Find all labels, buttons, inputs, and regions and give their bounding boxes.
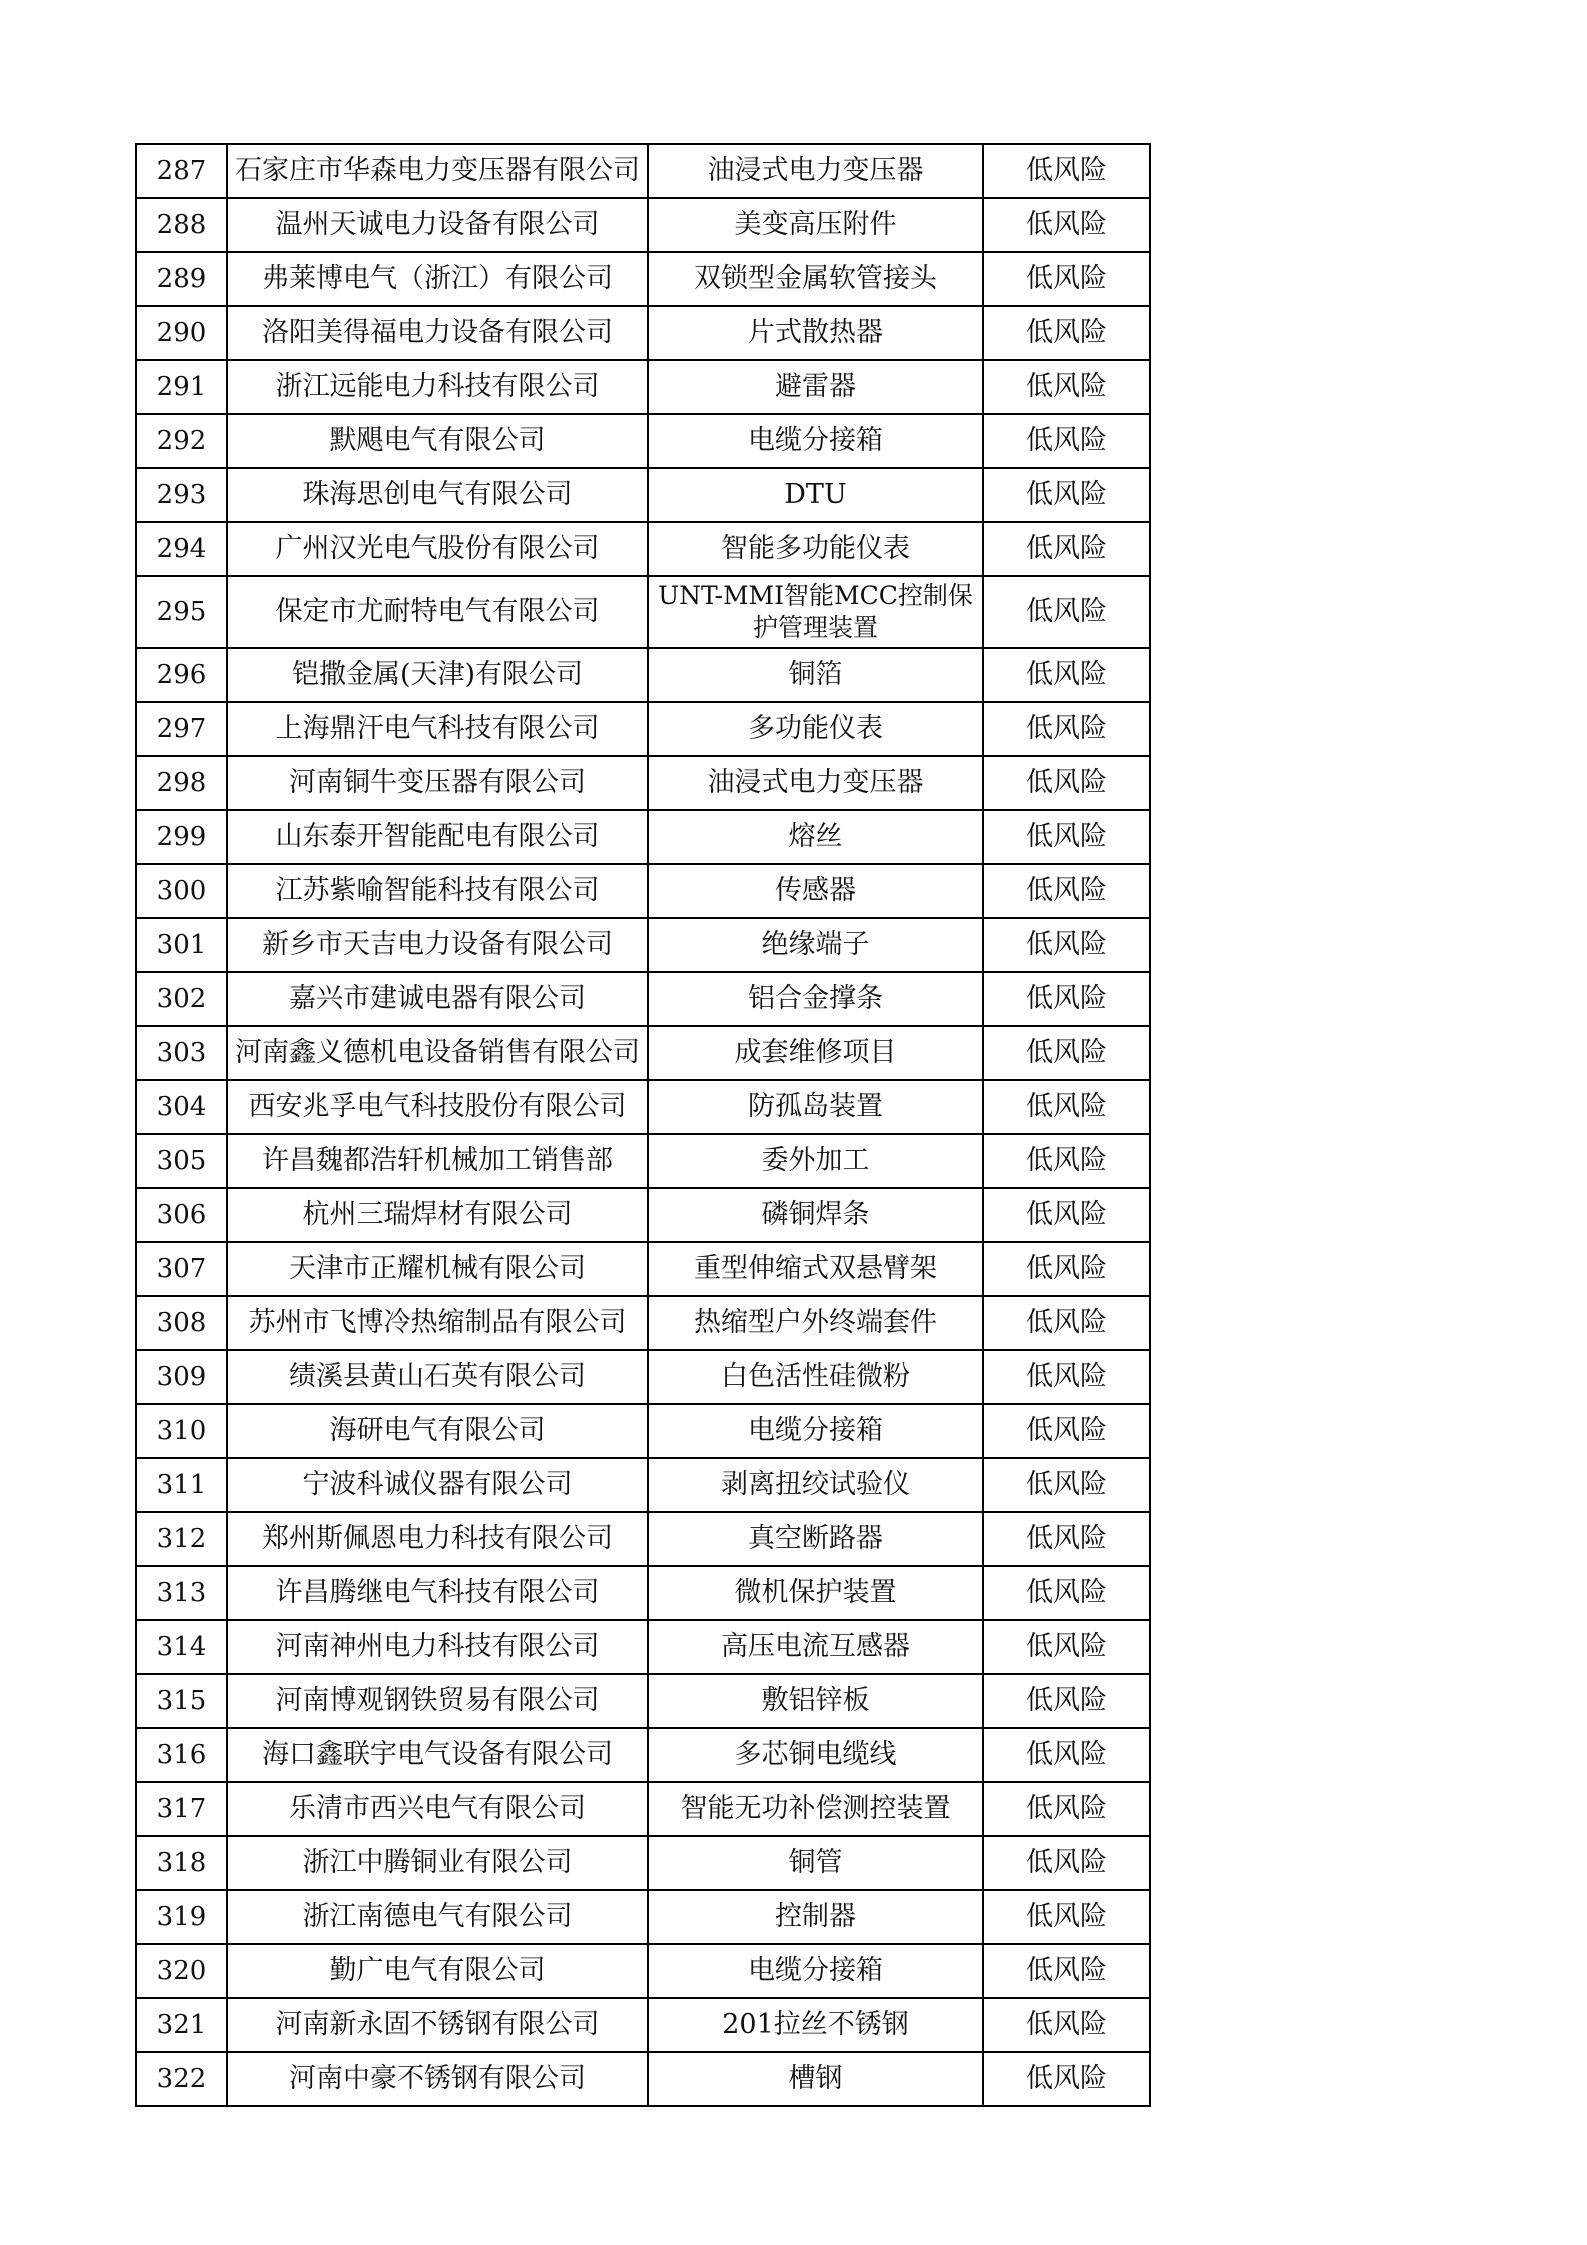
risk-level-cell: 低风险 [983, 1026, 1150, 1080]
row-number-cell: 299 [136, 810, 227, 864]
table-row [136, 198, 1150, 252]
company-name-cell: 浙江南德电气有限公司 [227, 1890, 648, 1944]
row-number-cell: 297 [136, 702, 227, 756]
risk-level-cell: 低风险 [983, 522, 1150, 576]
row-number-cell: 287 [136, 144, 227, 198]
product-name-cell: DTU [648, 468, 983, 522]
risk-level-cell: 低风险 [983, 1674, 1150, 1728]
company-name-cell: 郑州斯佩恩电力科技有限公司 [227, 1512, 648, 1566]
product-name-cell: 热缩型户外终端套件 [648, 1296, 983, 1350]
product-name-cell: 绝缘端子 [648, 918, 983, 972]
product-name-cell: 电缆分接箱 [648, 1404, 983, 1458]
company-name-cell: 海研电气有限公司 [227, 1404, 648, 1458]
risk-level-cell: 低风险 [983, 1782, 1150, 1836]
risk-level-cell: 低风险 [983, 1998, 1150, 2052]
table-row [136, 756, 1150, 810]
product-name-cell: 槽钢 [648, 2052, 983, 2106]
table-row [136, 1728, 1150, 1782]
table-row [136, 1188, 1150, 1242]
risk-level-cell: 低风险 [983, 1134, 1150, 1188]
row-number-cell: 310 [136, 1404, 227, 1458]
product-name-cell: 重型伸缩式双悬臂架 [648, 1242, 983, 1296]
risk-level-cell: 低风险 [983, 864, 1150, 918]
product-name-cell: 委外加工 [648, 1134, 983, 1188]
risk-level-cell: 低风险 [983, 1836, 1150, 1890]
risk-level-cell: 低风险 [983, 252, 1150, 306]
product-name-cell: 剥离扭绞试验仪 [648, 1458, 983, 1512]
product-name-cell: 美变高压附件 [648, 198, 983, 252]
row-number-cell: 288 [136, 198, 227, 252]
row-number-cell: 320 [136, 1944, 227, 1998]
table-row [136, 1296, 1150, 1350]
company-name-cell: 宁波科诚仪器有限公司 [227, 1458, 648, 1512]
row-number-cell: 305 [136, 1134, 227, 1188]
supplier-risk-table [135, 143, 1151, 2107]
row-number-cell: 302 [136, 972, 227, 1026]
company-name-cell: 西安兆孚电气科技股份有限公司 [227, 1080, 648, 1134]
product-name-cell: 电缆分接箱 [648, 414, 983, 468]
table-body [136, 144, 1150, 2106]
table-row [136, 1458, 1150, 1512]
company-name-cell: 默飓电气有限公司 [227, 414, 648, 468]
row-number-cell: 313 [136, 1566, 227, 1620]
product-name-cell: UNT-MMI智能MCC控制保护管理装置 [648, 576, 983, 648]
product-name-cell: 智能多功能仪表 [648, 522, 983, 576]
table-row [136, 1782, 1150, 1836]
row-number-cell: 296 [136, 648, 227, 702]
risk-level-cell: 低风险 [983, 414, 1150, 468]
table-row [136, 1026, 1150, 1080]
product-name-cell: 油浸式电力变压器 [648, 756, 983, 810]
table-row [136, 252, 1150, 306]
row-number-cell: 306 [136, 1188, 227, 1242]
risk-level-cell: 低风险 [983, 1566, 1150, 1620]
company-name-cell: 保定市尤耐特电气有限公司 [227, 576, 648, 648]
product-name-cell: 白色活性硅微粉 [648, 1350, 983, 1404]
row-number-cell: 290 [136, 306, 227, 360]
table-row [136, 1620, 1150, 1674]
company-name-cell: 石家庄市华森电力变压器有限公司 [227, 144, 648, 198]
table-row [136, 522, 1150, 576]
risk-level-cell: 低风险 [983, 1458, 1150, 1512]
product-name-cell: 电缆分接箱 [648, 1944, 983, 1998]
company-name-cell: 绩溪县黄山石英有限公司 [227, 1350, 648, 1404]
company-name-cell: 许昌腾继电气科技有限公司 [227, 1566, 648, 1620]
row-number-cell: 319 [136, 1890, 227, 1944]
table-row [136, 360, 1150, 414]
product-name-cell: 多芯铜电缆线 [648, 1728, 983, 1782]
company-name-cell: 河南神州电力科技有限公司 [227, 1620, 648, 1674]
row-number-cell: 322 [136, 2052, 227, 2106]
product-name-cell: 磷铜焊条 [648, 1188, 983, 1242]
risk-level-cell: 低风险 [983, 1728, 1150, 1782]
risk-level-cell: 低风险 [983, 576, 1150, 648]
row-number-cell: 309 [136, 1350, 227, 1404]
product-name-cell: 传感器 [648, 864, 983, 918]
risk-level-cell: 低风险 [983, 810, 1150, 864]
company-name-cell: 河南鑫义德机电设备销售有限公司 [227, 1026, 648, 1080]
company-name-cell: 珠海思创电气有限公司 [227, 468, 648, 522]
table-row [136, 864, 1150, 918]
company-name-cell: 嘉兴市建诚电器有限公司 [227, 972, 648, 1026]
row-number-cell: 308 [136, 1296, 227, 1350]
table-row [136, 2052, 1150, 2106]
product-name-cell: 防孤岛装置 [648, 1080, 983, 1134]
row-number-cell: 311 [136, 1458, 227, 1512]
row-number-cell: 298 [136, 756, 227, 810]
risk-level-cell: 低风险 [983, 468, 1150, 522]
row-number-cell: 316 [136, 1728, 227, 1782]
row-number-cell: 301 [136, 918, 227, 972]
table-row [136, 1836, 1150, 1890]
company-name-cell: 上海鼎汗电气科技有限公司 [227, 702, 648, 756]
product-name-cell: 高压电流互感器 [648, 1620, 983, 1674]
company-name-cell: 苏州市飞博冷热缩制品有限公司 [227, 1296, 648, 1350]
table-row [136, 972, 1150, 1026]
table-row [136, 648, 1150, 702]
product-name-cell: 铜管 [648, 1836, 983, 1890]
risk-level-cell: 低风险 [983, 2052, 1150, 2106]
table-row [136, 1944, 1150, 1998]
table-row [136, 1566, 1150, 1620]
risk-level-cell: 低风险 [983, 1296, 1150, 1350]
row-number-cell: 291 [136, 360, 227, 414]
product-name-cell: 控制器 [648, 1890, 983, 1944]
table-row [136, 1404, 1150, 1458]
table-row [136, 576, 1150, 648]
company-name-cell: 河南博观钢铁贸易有限公司 [227, 1674, 648, 1728]
risk-level-cell: 低风险 [983, 1080, 1150, 1134]
company-name-cell: 弗莱博电气（浙江）有限公司 [227, 252, 648, 306]
risk-level-cell: 低风险 [983, 360, 1150, 414]
product-name-cell: 双锁型金属软管接头 [648, 252, 983, 306]
company-name-cell: 广州汉光电气股份有限公司 [227, 522, 648, 576]
product-name-cell: 智能无功补偿测控装置 [648, 1782, 983, 1836]
risk-level-cell: 低风险 [983, 648, 1150, 702]
risk-level-cell: 低风险 [983, 1620, 1150, 1674]
product-name-cell: 201拉丝不锈钢 [648, 1998, 983, 2052]
product-name-cell: 敷铝锌板 [648, 1674, 983, 1728]
company-name-cell: 天津市正耀机械有限公司 [227, 1242, 648, 1296]
company-name-cell: 乐清市西兴电气有限公司 [227, 1782, 648, 1836]
risk-level-cell: 低风险 [983, 1404, 1150, 1458]
risk-level-cell: 低风险 [983, 198, 1150, 252]
row-number-cell: 318 [136, 1836, 227, 1890]
risk-level-cell: 低风险 [983, 306, 1150, 360]
table-row [136, 468, 1150, 522]
risk-level-cell: 低风险 [983, 756, 1150, 810]
row-number-cell: 294 [136, 522, 227, 576]
risk-level-cell: 低风险 [983, 1242, 1150, 1296]
table-row [136, 810, 1150, 864]
row-number-cell: 307 [136, 1242, 227, 1296]
row-number-cell: 292 [136, 414, 227, 468]
table-row [136, 1674, 1150, 1728]
row-number-cell: 314 [136, 1620, 227, 1674]
product-name-cell: 微机保护装置 [648, 1566, 983, 1620]
product-name-cell: 熔丝 [648, 810, 983, 864]
table-row [136, 702, 1150, 756]
row-number-cell: 321 [136, 1998, 227, 2052]
company-name-cell: 河南铜牛变压器有限公司 [227, 756, 648, 810]
row-number-cell: 312 [136, 1512, 227, 1566]
company-name-cell: 洛阳美得福电力设备有限公司 [227, 306, 648, 360]
table-row [136, 306, 1150, 360]
risk-level-cell: 低风险 [983, 702, 1150, 756]
row-number-cell: 289 [136, 252, 227, 306]
company-name-cell: 勤广电气有限公司 [227, 1944, 648, 1998]
company-name-cell: 温州天诚电力设备有限公司 [227, 198, 648, 252]
table-row [136, 1512, 1150, 1566]
table-row [136, 1350, 1150, 1404]
table-row [136, 144, 1150, 198]
company-name-cell: 山东泰开智能配电有限公司 [227, 810, 648, 864]
row-number-cell: 300 [136, 864, 227, 918]
table-row [136, 1998, 1150, 2052]
risk-level-cell: 低风险 [983, 1188, 1150, 1242]
company-name-cell: 江苏紫喻智能科技有限公司 [227, 864, 648, 918]
table-row [136, 1134, 1150, 1188]
company-name-cell: 铠撒金属(天津)有限公司 [227, 648, 648, 702]
company-name-cell: 新乡市天吉电力设备有限公司 [227, 918, 648, 972]
row-number-cell: 303 [136, 1026, 227, 1080]
product-name-cell: 铜箔 [648, 648, 983, 702]
company-name-cell: 河南新永固不锈钢有限公司 [227, 1998, 648, 2052]
company-name-cell: 浙江远能电力科技有限公司 [227, 360, 648, 414]
risk-level-cell: 低风险 [983, 972, 1150, 1026]
product-name-cell: 油浸式电力变压器 [648, 144, 983, 198]
table-row [136, 1242, 1150, 1296]
product-name-cell: 真空断路器 [648, 1512, 983, 1566]
product-name-cell: 多功能仪表 [648, 702, 983, 756]
risk-level-cell: 低风险 [983, 1350, 1150, 1404]
table-row [136, 1080, 1150, 1134]
row-number-cell: 293 [136, 468, 227, 522]
product-name-cell: 片式散热器 [648, 306, 983, 360]
row-number-cell: 304 [136, 1080, 227, 1134]
company-name-cell: 浙江中腾铜业有限公司 [227, 1836, 648, 1890]
company-name-cell: 许昌魏都浩轩机械加工销售部 [227, 1134, 648, 1188]
row-number-cell: 315 [136, 1674, 227, 1728]
table-row [136, 918, 1150, 972]
row-number-cell: 317 [136, 1782, 227, 1836]
table-row [136, 1890, 1150, 1944]
risk-level-cell: 低风险 [983, 144, 1150, 198]
company-name-cell: 河南中豪不锈钢有限公司 [227, 2052, 648, 2106]
risk-level-cell: 低风险 [983, 1512, 1150, 1566]
company-name-cell: 杭州三瑞焊材有限公司 [227, 1188, 648, 1242]
risk-level-cell: 低风险 [983, 1944, 1150, 1998]
risk-level-cell: 低风险 [983, 1890, 1150, 1944]
product-name-cell: 避雷器 [648, 360, 983, 414]
risk-level-cell: 低风险 [983, 918, 1150, 972]
row-number-cell: 295 [136, 576, 227, 648]
company-name-cell: 海口鑫联宇电气设备有限公司 [227, 1728, 648, 1782]
table-row [136, 414, 1150, 468]
product-name-cell: 成套维修项目 [648, 1026, 983, 1080]
product-name-cell: 铝合金撑条 [648, 972, 983, 1026]
